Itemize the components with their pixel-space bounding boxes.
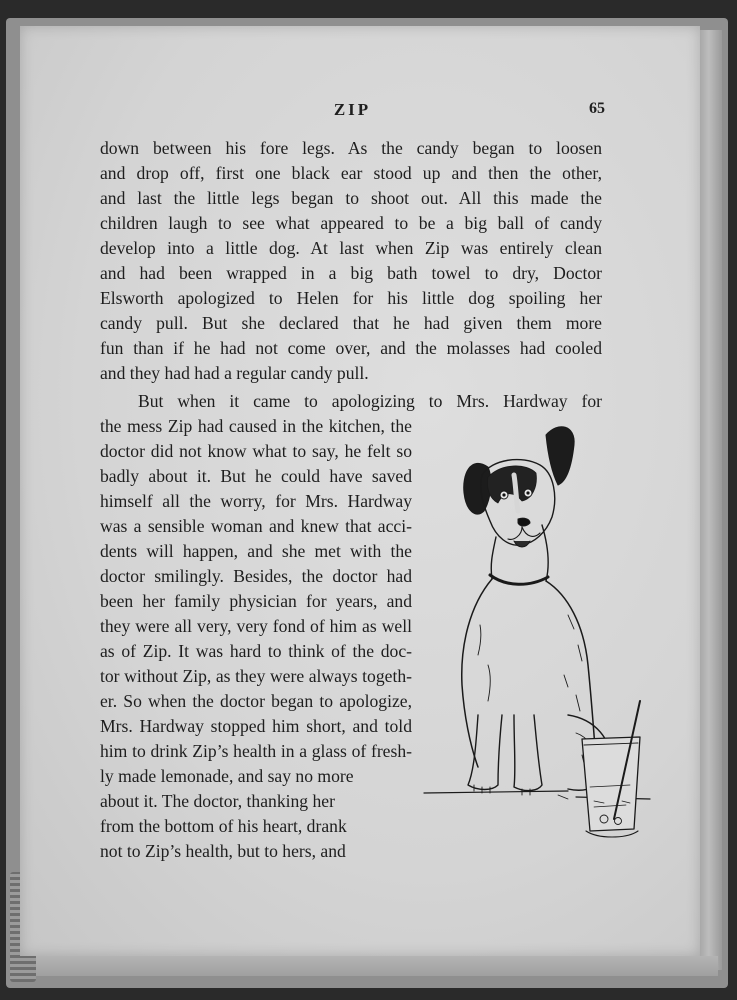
- dog-illustration: [418, 415, 658, 855]
- text-line: him to drink Zip’s health in a glass of fresh-: [100, 741, 412, 761]
- text-line: himself all the worry, for Mrs. Hardway: [100, 491, 412, 511]
- text-line: fun than if he had not come over, and the molasses had cooled: [100, 338, 602, 358]
- text-line: Elsworth apologized to Helen for his little dog spoiling her: [100, 288, 602, 308]
- text-line: was a sensible woman and knew that acci-: [100, 516, 412, 536]
- text-line: tor without Zip, as they were always togeth-: [100, 666, 412, 686]
- text-line: doctor did not know what to say, he felt so: [100, 441, 412, 461]
- text-line: badly about it. But he could have saved: [100, 466, 412, 486]
- text-line: not to Zip’s health, but to hers, and: [100, 841, 346, 861]
- text-line: down between his fore legs. As the candy began to loosen: [100, 138, 602, 158]
- text-line: ly made lemonade, and say no more: [100, 766, 354, 786]
- text-line: they were all very, very fond of him as well: [100, 616, 412, 636]
- text-line: and drop off, first one black ear stood up and then the other,: [100, 163, 602, 183]
- text-line: about it. The doctor, thanking her: [100, 791, 335, 811]
- text-line: doctor smilingly. Besides, the doctor had: [100, 566, 412, 586]
- text-line: er. So when the doctor began to apologize,: [100, 691, 412, 711]
- text-line: and they had had a regular candy pull.: [100, 363, 369, 383]
- text-line: children laugh to see what appeared to be a big ball of candy: [100, 213, 602, 233]
- text-line: candy pull. But she declared that he had given them more: [100, 313, 602, 333]
- text-line: Mrs. Hardway stopped him short, and told: [100, 716, 412, 736]
- text-line: the mess Zip had caused in the kitchen, the: [100, 416, 412, 436]
- text-line: as of Zip. It was hard to think of the doc-: [100, 641, 412, 661]
- text-line: develop into a little dog. At last when Zip was entirely clean: [100, 238, 602, 258]
- text-line: been her family physician for years, and: [100, 591, 412, 611]
- page-edges-bottom: [18, 956, 718, 976]
- text-line: dents will happen, and she met with the: [100, 541, 412, 561]
- text-line: and last the little legs began to shoot out. All this made the: [100, 188, 602, 208]
- text-line: But when it came to apologizing to Mrs. Hardway for: [138, 391, 602, 411]
- page-number: 65: [589, 100, 605, 117]
- running-head-title: ZIP: [333, 100, 372, 119]
- running-head: [100, 100, 605, 122]
- text-line: from the bottom of his heart, drank: [100, 816, 347, 836]
- text-line: and had been wrapped in a big bath towel to dry, Doctor: [100, 263, 602, 283]
- page-edges-right: [700, 30, 722, 970]
